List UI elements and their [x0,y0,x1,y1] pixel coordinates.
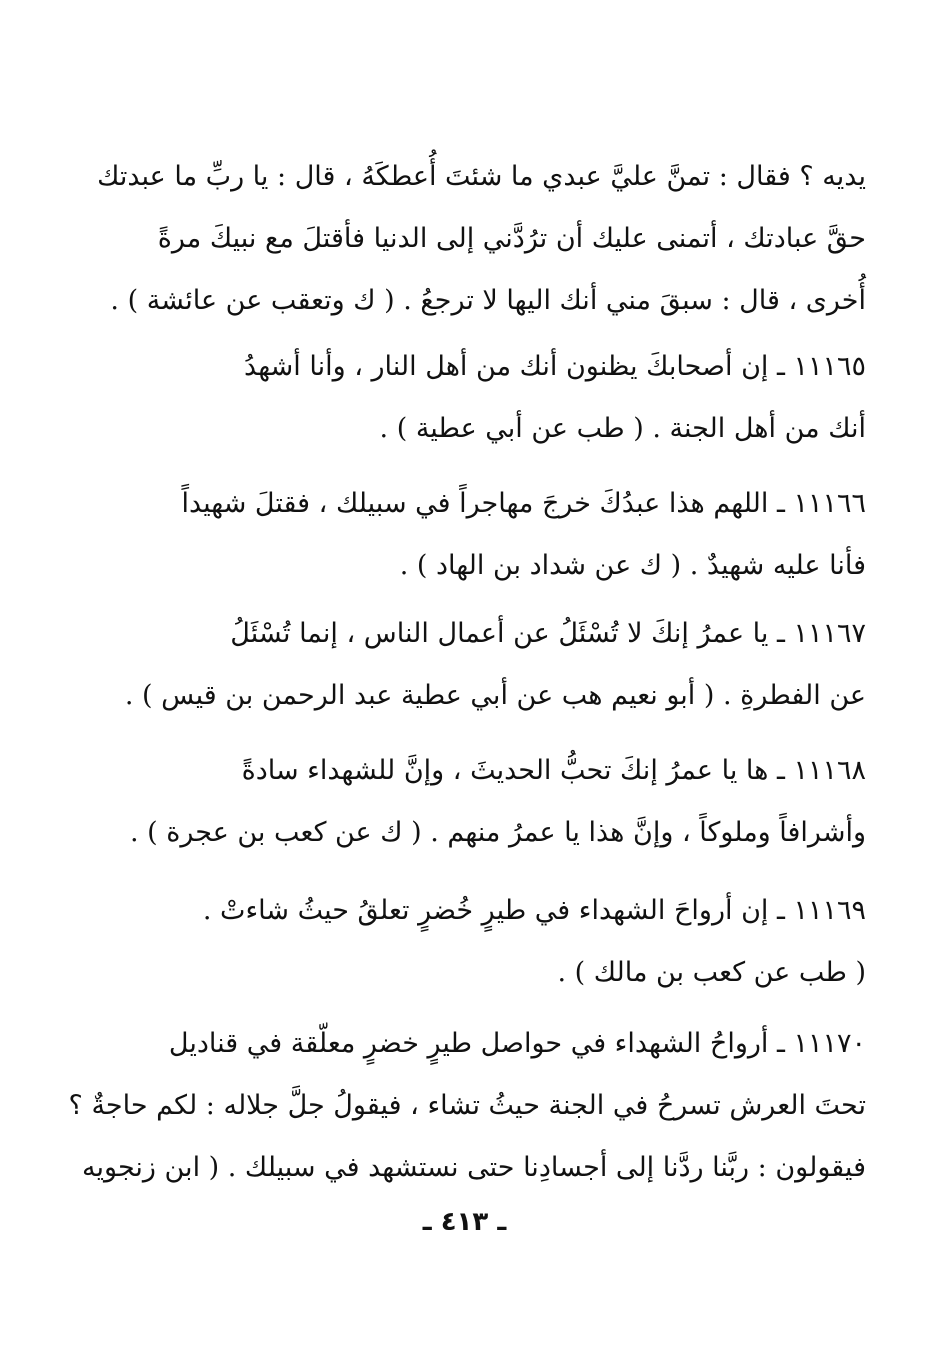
text-line: فيقولون : ربَّنا ردَّنا إلى أجسادِنا حتى نستشهد في سبيلك . ( ابن زنجويه [82,1152,866,1183]
hadith-11165 [150,336,866,460]
text-line: ١١١٦٩ ـ إن أرواحَ الشهداء في طيرٍ خُضرٍ تعلقُ حيثُ شاءتْ . [202,895,866,926]
text-line: ١١١٦٥ ـ إن أصحابكَ يظنون أنك من أهل النار ، وأنا أشهدُ [244,351,866,382]
text-line: تحتَ العرش تسرحُ في الجنة حيثُ تشاء ، فيقولُ جلَّ جلاله : لكم حاجةٌ ؟ [68,1090,866,1121]
text-line: يديه ؟ فقال : تمنَّ عليَّ عبدي ما شئتَ أُعطكَهُ ، قال : يا ربِّ ما عبدتك [97,161,866,192]
text-line: ١١١٦٨ ـ ها يا عمرُ إنكَ تحبُّ الحديثَ ، وإنَّ للشهداء سادةً [241,755,866,786]
hadith-11169 [150,880,866,1004]
hadith-11167 [124,603,866,727]
text-line: حقَّ عبادتك ، أتمنى عليك أن ترُدَّني إلى الدنيا فأقتلَ مع نبيكَ مرةً [157,223,866,254]
hadith-11168 [129,740,866,864]
text-line: عن الفطرةِ . ( أبو نعيم هب عن أبي عطية عبد الرحمن بن قيس ) . [124,680,866,711]
text-line: ١١١٦٦ ـ اللهم هذا عبدُكَ خرجَ مهاجراً في سبيلك ، فقتلَ شهيداً [181,488,866,519]
text-line: ١١١٧٠ ـ أرواحُ الشهداء في حواصل طيرٍ خضرٍ معلّقة في قناديل [168,1028,866,1059]
paragraph-continuation [97,146,866,332]
text-line: وأشرافاً وملوكاً ، وإنَّ هذا يا عمرُ منهم . ( ك عن كعب بن عجرة ) . [129,817,866,848]
text-line: ١١١٦٧ ـ يا عمرُ إنكَ لا تُسْئَلُ عن أعمال الناس ، إنما تُسْئَلُ [230,618,866,649]
page-number: ـ ٤١٣ ـ [422,1207,507,1237]
hadith-11170 [68,1013,866,1199]
hadith-11166 [150,473,866,597]
text-line: أُخرى ، قال : سبقَ مني أنك اليها لا ترجعُ . ( ك وتعقب عن عائشة ) . [110,285,866,316]
text-line: فأنا عليه شهيدٌ . ( ك عن شداد بن الهاد ) . [399,550,866,581]
text-line: ( طب عن كعب بن مالك ) . [557,957,866,988]
text-line: أنك من أهل الجنة . ( طب عن أبي عطية ) . [379,413,866,444]
